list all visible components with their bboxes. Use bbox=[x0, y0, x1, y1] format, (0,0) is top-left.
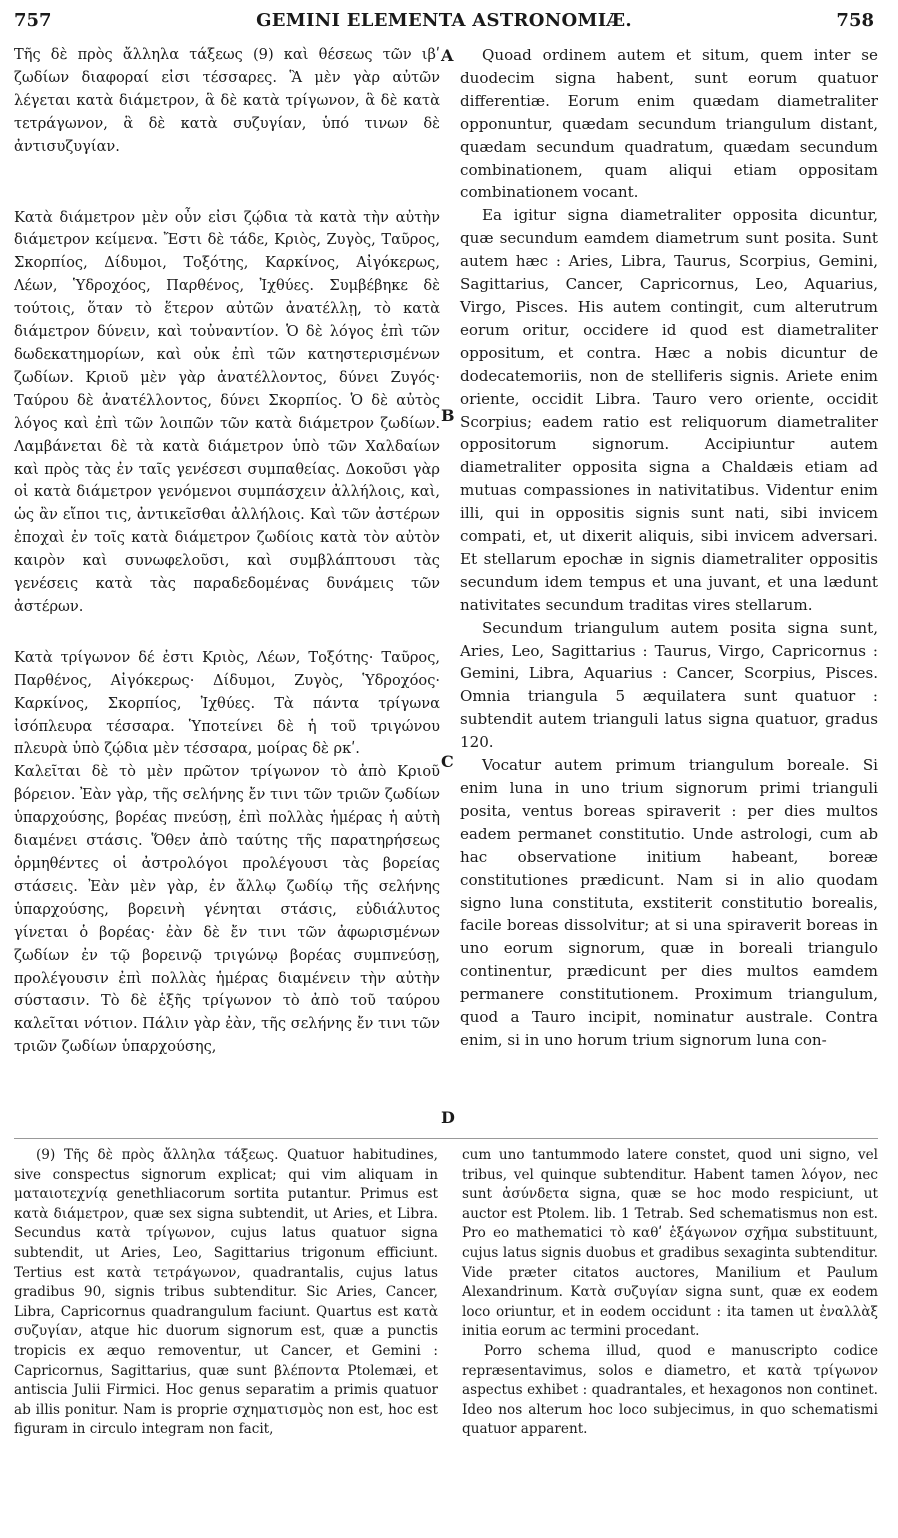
greek-paragraph: Κατὰ διάμετρον μὲν οὖν εἰσι ζῴδια τὰ κατὰ τὴν αὐτὴν διάμετρον κείμενα. Ἔστι δὲ τάδε, Κριὸς, Ζυγὸς, Ταῦρος, Σκορπίος, Δίδυμοι, Τοξότης, Καρκίνος, Αἰγόκερως, Λέων, Ὑδροχόος, Παρθένος, Ἰχθύες. Συμβέβηκε δὲ τούτοις, ὅταν τὸ ἕτερον αὐτῶν ἀνατέλλῃ, τὸ κατὰ διάμετρον δύνειν, καὶ τοὐναντίον. Ὁ δὲ λόγος ἐπὶ τῶν δωδεκατημορίων, καὶ οὐκ ἐπὶ τῶν κατηστερισμένων ζωδίων. Κριοῦ μὲν γὰρ ἀνατέλλοντος, δύνει Ζυγός· Ταύρου δὲ ἀνατέλλοντος, δύνει Σκορπίος. Ὁ δὲ αὐτὸς λόγος καὶ ἐπὶ τῶν λοιπῶν τῶν κατὰ διάμετρον ζωδίων. Λαμβάνεται δὲ τὰ κατὰ διάμετρον ὑπὸ τῶν Χαλδαίων καὶ πρὸς τὰς ἐν ταῖς γενέσεσι συμπαθείας. Δοκοῦσι γὰρ οἱ κατὰ διάμετρον γενόμενοι συμπάσχειν ἀλλήλοις, καὶ, ὡς ἂν εἴποι τις, ἀντικεῖσθαι ἀλλήλοις. Καὶ τῶν ἀστέρων ἐποχαὶ ἐν τοῖς κατὰ διάμετρον ζωδίοις κατὰ τὸν αὐτὸν καιρὸν καὶ συνωφελοῦσι, καὶ συμβλάπτουσι τὰς γενέσεις κατὰ τὰς παραδεδομένας δυνάμεις τῶν ἀστέρων. bbox=[14, 208, 440, 615]
page-number-left: 757 bbox=[14, 10, 52, 31]
footnote-right-column bbox=[462, 1146, 878, 1440]
greek-paragraph: Τῆς δὲ πρὸς ἄλληλα τάξεως (9) καὶ θέσεως τῶν ιβʹ ζωδίων διαφοραί εἰσι τέσσαρες. Ἃ μὲν γὰρ αὐτῶν λέγεται κατὰ διάμετρον, ἃ δὲ κατὰ τρίγωνον, ἃ δὲ κατὰ τετράγωνον, ἃ δὲ κατὰ συζυγίαν, ὑπό τινων δὲ ἀντισυζυγίαν. bbox=[14, 46, 440, 155]
latin-paragraph: Quoad ordinem autem et situm, quem inter se duodecim signa habent, sunt eorum quatuor differentiæ. Eorum enim quædam diametraliter opponuntur, quædam secundum triangulum distant, quædam secundum quadratum, quædam secundum combinationem, quam aliqui etiam oppositam combinationem vocant. bbox=[460, 46, 878, 202]
running-title: GEMINI ELEMENTA ASTRONOMIÆ. bbox=[256, 10, 632, 31]
latin-paragraph: Vocatur autem primum triangulum boreale. Si enim luna in uno trium signorum primi trianguli posita, ventus boreas spiraverit : per dies multos eadem permanet constitutio. Unde astrologi, cum ab hac observatione initium habeant, boreæ constitutiones prædicunt. Nam si in alio quodam signo luna constituta, exstiterit constitutio borealis, facile boreas dissolvitur; at si una spiraverit boreas in uno eorum signorum, quæ in boreali triangulo continentur, prædicunt per dies multos eamdem permanere constitutionem. Proximum triangulum, quod a Tauro incipit, nominatur australe. Contra enim, si in uno horum trium signorum luna con- bbox=[460, 756, 878, 1049]
greek-text-column bbox=[14, 44, 440, 1059]
margin-marker-c: C bbox=[441, 752, 454, 771]
footnote-paragraph: Porro schema illud, quod e manuscripto codice repræsentavimus, solos e diametro, et κατὰ τρίγωνον aspectus exhibet : quadrantales, et hexagonos non continet. Ideo nos alterum hoc loco subjecimus, in quo schematismi quatuor apparent. bbox=[462, 1342, 878, 1438]
latin-text-column bbox=[460, 44, 878, 1052]
margin-marker-b: B bbox=[441, 406, 455, 425]
footnote-divider bbox=[14, 1138, 878, 1139]
latin-paragraph: Secundum triangulum autem posita signa sunt, Aries, Leo, Sagittarius : Taurus, Virgo, Capricornus : Gemini, Libra, Aquarius : Cancer, Scorpius, Pisces. Omnia triangula 5 æquilatera sunt quatuor : subtendit autem trianguli latus signa quatuor, gradus 120. bbox=[460, 618, 878, 752]
page-header bbox=[14, 10, 874, 32]
greek-paragraph: Καλεῖται δὲ τὸ μὲν πρῶτον τρίγωνον τὸ ἀπὸ Κριοῦ βόρειον. Ἐὰν γὰρ, τῆς σελήνης ἔν τινι τῶν τριῶν ζωδίων ὑπαρχούσης, βορέας πνεύσῃ, ἐπὶ πολλὰς ἡμέρας ἡ αὐτὴ διαμένει στάσις. Ὅθεν ἀπὸ ταύτης τῆς παρατηρήσεως ὁρμηθέντες οἱ ἀστρολόγοι προλέγουσι τὰς βορείας στάσεις. Ἐὰν μὲν γὰρ, ἐν ἄλλῳ ζωδίῳ τῆς σελήνης ὑπαρχούσης, βορεινὴ γένηται στάσις, εὐδιάλυτος γίνεται ὁ βορέας· ἐὰν δὲ ἔν τινι τῶν ἀφωρισμένων ζωδίων ἐν τῷ βορεινῷ τριγώνῳ βορέας συμπνεύσῃ, προλέγουσιν ἐπὶ πολλὰς ἡμέρας διαμένειν τὴν αὐτὴν σύστασιν. Τὸ δὲ ἑξῆς τρίγωνον τὸ ἀπὸ τοῦ ταύρου καλεῖται νότιον. Πάλιν γὰρ ἐὰν, τῆς σελήνης ἔν τινι τῶν τριῶν ζωδίων ὑπαρχούσης, bbox=[14, 763, 440, 1056]
footnote-paragraph: (9) Τῆς δὲ πρὸς ἄλληλα τάξεως. Quatuor habitudines, sive conspectus signorum explicat; qui vim aliquam in ματαιοτεχνίᾳ genethliacorum sortita putantur. Primus est κατὰ διάμετρον, quæ sex signa subtendit, ut Aries, et Libra. Secundus κατὰ τρίγωνον, cujus latus quatuor signa subtendit, ut Aries, Leo, Sagittarius trigonum efficiunt. Tertius est κατὰ τετράγωνον, quadrantalis, cujus latus gradibus 90, signis tribus subtenditur. Sic Aries, Cancer, Libra, Capricornus quadrangulum faciunt. Quartus est κατὰ συζυγίαν, atque hic duorum signorum est, quæ a punctis tropicis ex æquo removentur, ut Cancer, et Gemini : Capricornus, Sagittarius, quæ sunt βλέποντα Ptolemæi, et antiscia Julii Firmici. Hoc genus separatim a primis quatuor ab illis ponitur. Nam is proprie σχηματισμὸς non est, hoc est figuram in circulo integram non facit, bbox=[14, 1147, 438, 1438]
footnote-paragraph: cum uno tantummodo latere constet, quod uni signo, vel tribus, vel quinque subtenditur. Habent tamen λόγον, nec sunt ἀσύνδετα signa, quæ se hoc modo respiciunt, ut auctor est Ptolem. lib. 1 Tetrab. Sed schematismus non est. Pro eo mathematici τὸ καθʹ ἑξάγωνον σχῆμα substituunt, cujus latus signis duobus et gradibus sexaginta subtenditur. Vide præter citatos auctores, Manilium et Paulum Alexandrinum. Κατὰ συζυγίαν signa sunt, quæ ex eodem loco oriuntur, et in eodem occidunt : ita tamen ut ἐναλλὰξ initia eorum ac termini procedant. bbox=[462, 1147, 878, 1340]
greek-paragraph: Κατὰ τρίγωνον δέ ἐστι Κριὸς, Λέων, Τοξότης· Ταῦρος, Παρθένος, Αἰγόκερως· Δίδυμοι, Ζυγὸς, Ὑδροχόος· Καρκίνος, Σκορπίος, Ἰχθύες. Τὰ πάντα τρίγωνα ἰσόπλευρα τέσσαρα. Ὑποτείνει δὲ ἡ τοῦ τριγώνου πλευρὰ ὑπὸ ζῴδια μὲν τέσσαρα, μοίρας δὲ ρκʹ. bbox=[14, 648, 440, 758]
margin-marker-d: D bbox=[441, 1108, 455, 1127]
footnote-left-column bbox=[14, 1146, 438, 1440]
latin-paragraph: Ea igitur signa diametraliter opposita dicuntur, quæ secundum eamdem diametrum sunt posita. Sunt autem hæc : Aries, Libra, Taurus, Scorpius, Gemini, Sagittarius, Cancer, Capricornus, Leo, Aquarius, Virgo, Pisces. His autem contingit, cum alterutrum eorum oritur, occidere id quod est diametraliter oppositum, et contra. Hæc a nobis dicuntur de dodecatemoriis, non de stelliferis signis. Ariete enim oriente, occidit Libra. Tauro vero oriente, occidit Scorpius; eadem ratio est reliquorum diametraliter oppositorum signorum. Accipiuntur autem diametraliter opposita signa a Chaldæis etiam ad mutuas compassiones in nativitatibus. Videntur enim illi, qui in oppositis signis sunt nati, sibi invicem compati, et, ut dixerit aliquis, sibi invicem adversari. Et stellarum epochæ in signis diametraliter oppositis secundum idem tempus et una juvant, et una lædunt nativitates secundum traditas vires stellarum. bbox=[460, 206, 878, 614]
page-number-right: 758 bbox=[836, 10, 874, 31]
margin-marker-a: A bbox=[441, 46, 454, 65]
